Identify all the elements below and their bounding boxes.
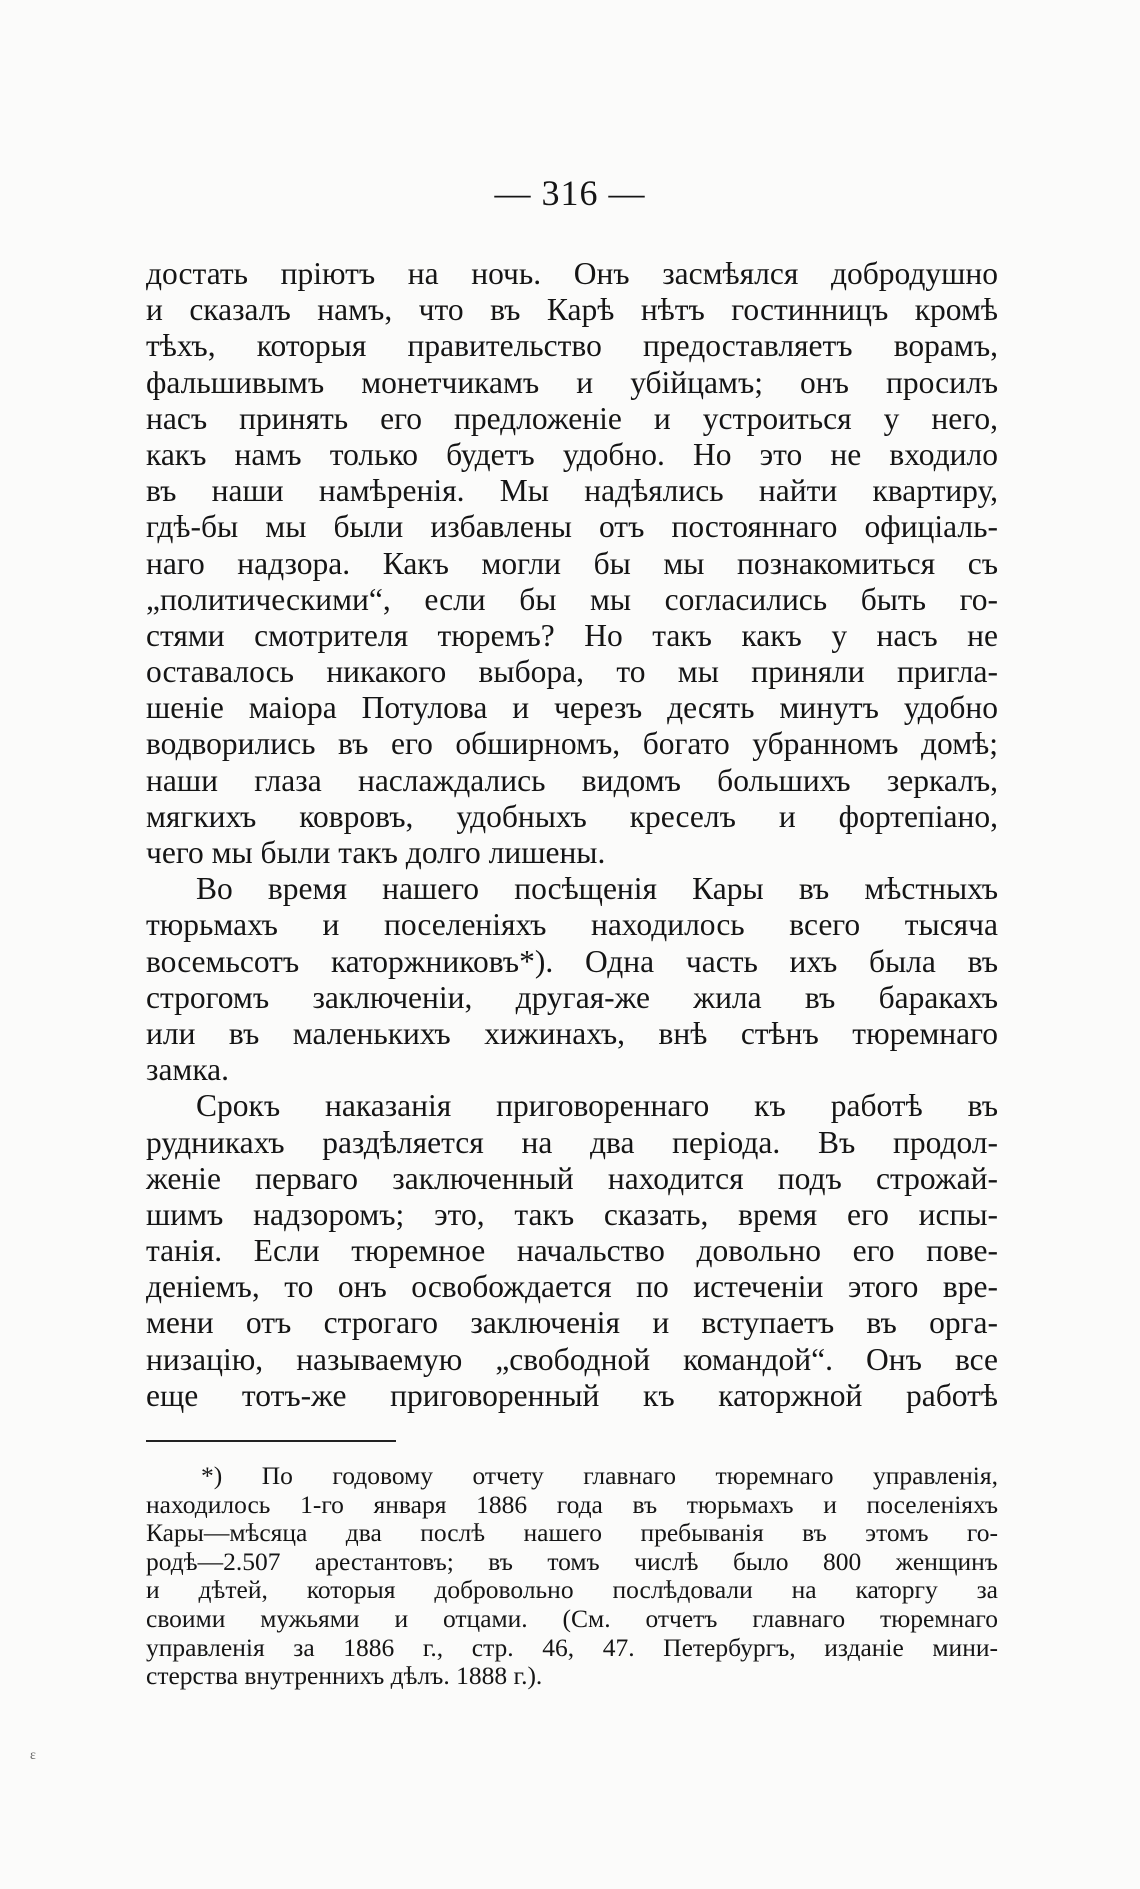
text-line: мягкихъ ковровъ, удобныхъ креселъ и фортепіано, [146, 798, 998, 834]
text-line: оставалось никакого выбора, то мы приняли пригла- [146, 654, 998, 690]
text-line: низацію, называемую „свободной командой“. Онъ все [146, 1341, 998, 1377]
margin-mark: ε [30, 1748, 36, 1763]
text-line: строгомъ заключеніи, другая-же жила въ баракахъ [146, 979, 998, 1015]
text-line: стями смотрителя тюремъ? Но такъ какъ у насъ не [146, 617, 998, 653]
footnote-divider [146, 1440, 396, 1442]
paragraph-start: Во время нашего посѣщенія Кары въ мѣстныхъ [196, 871, 998, 907]
footnote-line: и дѣтей, которыя добровольно послѣдовали на каторгу за [146, 1575, 998, 1605]
footnote-line: своими мужьями и отцами. (См. отчетъ главнаго тюремнаго [146, 1603, 998, 1633]
footnote-line: находилось 1-го января 1886 года въ тюрьмахъ и поселеніяхъ [146, 1489, 998, 1519]
text-line: „политическими“, если бы мы согласились быть го- [146, 581, 998, 617]
footnote [146, 1462, 998, 1691]
text-line: шеніе маіора Потулова и черезъ десять минутъ удобно [146, 690, 998, 726]
footnote-line: Кары—мѣсяца два послѣ нашего пребыванія въ этомъ го- [146, 1518, 998, 1548]
text-line: шимъ надзоромъ; это, такъ сказать, время его испы- [146, 1196, 998, 1232]
footnote-line: родѣ—2.507 арестантовъ; въ томъ числѣ было 800 женщинъ [146, 1546, 998, 1576]
text-line: въ наши намѣренія. Мы надѣялись найти квартиру, [146, 473, 998, 509]
text-line: достать пріютъ на ночь. Онъ засмѣялся добродушно [146, 256, 998, 291]
footnote-line: управленія за 1886 г., стр. 46, 47. Петербургъ, изданіе мини- [146, 1632, 998, 1662]
text-line: наго надзора. Какъ могли бы мы познакомиться съ [146, 545, 998, 581]
text-line: рудникахъ раздѣляется на два періода. Въ продол- [146, 1124, 998, 1160]
text-line: чего мы были такъ долго лишены. [146, 835, 606, 870]
text-line: восемьсотъ каторжниковъ*). Одна часть ихъ была въ [146, 943, 998, 979]
text-line: танія. Если тюремное начальство довольно его пове- [146, 1233, 998, 1269]
text-line: еще тотъ-же приговоренный къ каторжной работѣ [146, 1377, 998, 1413]
paragraph-start: Срокъ наказанія приговореннаго къ работѣ въ [196, 1088, 998, 1124]
text-line: насъ принять его предложеніе и устроиться у него, [146, 400, 998, 436]
text-line: и сказалъ намъ, что въ Карѣ нѣтъ гостинницъ кромѣ [146, 292, 998, 328]
text-line: фальшивымъ монетчикамъ и убійцамъ; онъ просилъ [146, 364, 998, 400]
text-line: замка. [146, 1052, 230, 1088]
text-line: тюрьмахъ и поселеніяхъ находилось всего тысяча [146, 907, 998, 943]
text-line: гдѣ-бы мы были избавлены отъ постояннаго офиціаль- [146, 509, 998, 545]
footnote-line: стерства внутреннихъ дѣлъ. 1888 г.). [146, 1661, 543, 1691]
text-line: тѣхъ, которыя правительство предоставляетъ ворамъ, [146, 328, 998, 364]
footnote-line: *) По годовому отчету главнаго тюремнаго управленія, [201, 1461, 998, 1490]
main-text [146, 256, 998, 1414]
text-line: мени отъ строгаго заключенія и вступаетъ въ орга- [146, 1305, 998, 1341]
text-line: женіе перваго заключенный находится подъ строжай- [146, 1160, 998, 1196]
text-line: водворились въ его обширномъ, богато убранномъ домѣ; [146, 726, 998, 762]
text-line: или въ маленькихъ хижинахъ, внѣ стѣнъ тюремнаго [146, 1015, 998, 1051]
text-line: какъ намъ только будетъ удобно. Но это не входило [146, 436, 998, 472]
page-number: — 316 — [494, 173, 646, 213]
text-line: наши глаза наслаждались видомъ большихъ зеркалъ, [146, 762, 998, 798]
text-line: деніемъ, то онъ освобождается по истеченіи этого вре- [146, 1269, 998, 1305]
